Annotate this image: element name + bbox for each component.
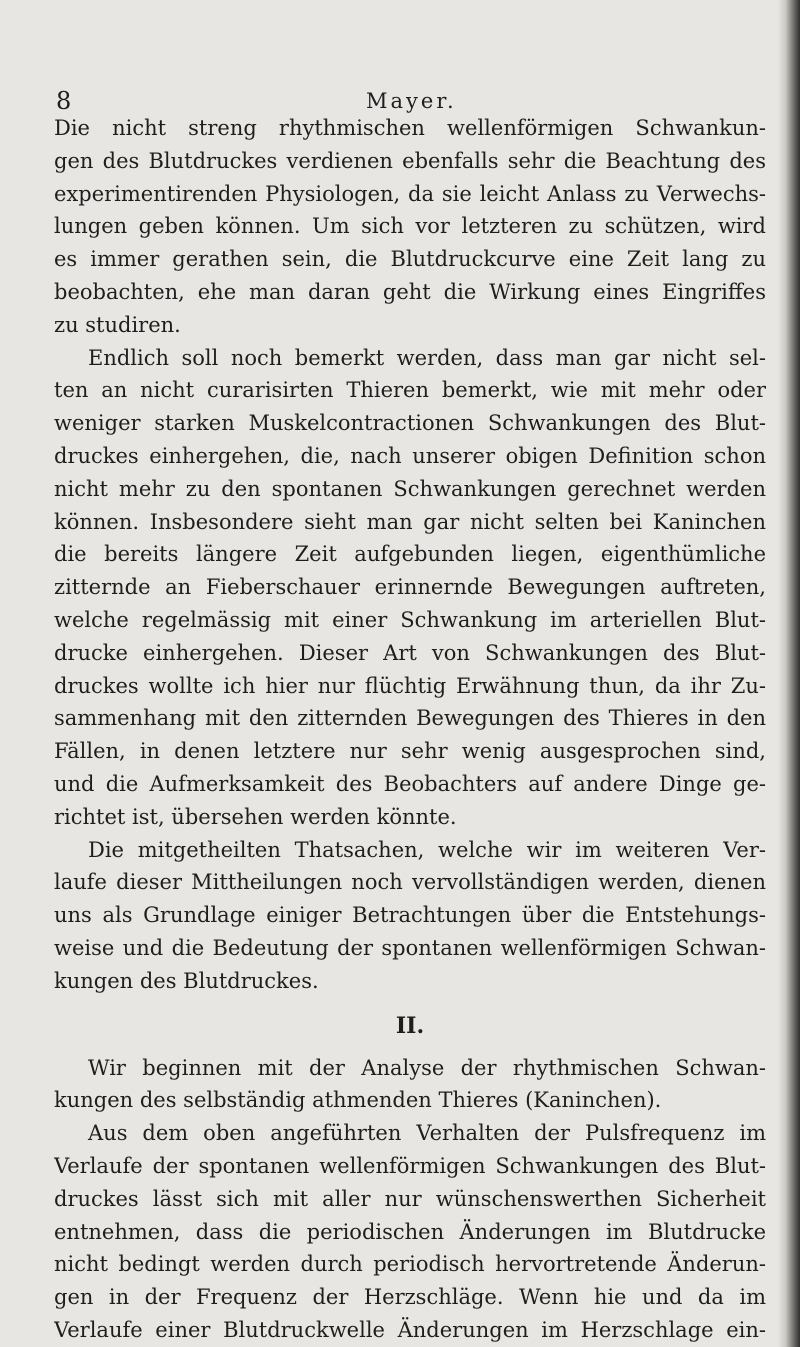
text-line: uns als Grundlage einiger Betrachtungen über die Entstehungs- bbox=[54, 903, 766, 928]
section-heading: II. bbox=[395, 1012, 425, 1039]
text-line: zu studiren. bbox=[54, 312, 181, 337]
text-line: drucke einhergehen. Dieser Art von Schwankungen des Blut- bbox=[54, 640, 766, 665]
text-line: laufe dieser Mittheilungen noch vervollständigen werden, dienen bbox=[54, 870, 766, 895]
text-line: Die nicht streng rhythmischen wellenförmigen Schwankun- bbox=[54, 116, 766, 140]
text-line: Verlaufe einer Blutdruckwelle Änderungen im Herzschlage ein- bbox=[54, 1317, 766, 1342]
text-line: gen des Blutdruckes verdienen ebenfalls sehr die Beachtung des bbox=[54, 148, 766, 173]
text-line: Wir beginnen mit der Analyse der rhythmischen Schwan- bbox=[88, 1055, 766, 1080]
text-line: beobachten, ehe man daran geht die Wirkung eines Eingriffes bbox=[54, 279, 766, 304]
text-line: kungen des selbständig athmenden Thieres (Kaninchen). bbox=[54, 1088, 662, 1113]
text-line: gen in der Frequenz der Herzschläge. Wenn hie und da im bbox=[54, 1285, 766, 1310]
text-line: richtet ist, übersehen werden könnte. bbox=[54, 804, 457, 829]
text-line: nicht mehr zu den spontanen Schwankungen gerechnet werden bbox=[54, 476, 766, 501]
text-line: welche regelmässig mit einer Schwankung im arteriellen Blut- bbox=[54, 607, 766, 632]
text-line: lungen geben können. Um sich vor letzteren zu schützen, wird bbox=[54, 214, 766, 239]
text-line: nicht bedingt werden durch periodisch hervortretende Änderun- bbox=[54, 1252, 766, 1277]
text-line: und die Aufmerksamkeit des Beobachters auf andere Dinge ge- bbox=[54, 771, 766, 796]
text-line: druckes einhergehen, die, nach unserer obigen Definition schon bbox=[54, 443, 766, 468]
text-line: kungen des Blutdruckes. bbox=[54, 968, 319, 993]
text-line: entnehmen, dass die periodischen Änderungen im Blutdrucke bbox=[54, 1219, 766, 1244]
text-line: die bereits längere Zeit aufgebunden liegen, eigenthümliche bbox=[54, 542, 766, 567]
text-line: Fällen, in denen letztere nur sehr wenig ausgesprochen sind, bbox=[54, 739, 766, 764]
text-line: Endlich soll noch bemerkt werden, dass man gar nicht sel- bbox=[88, 345, 766, 370]
text-line: es immer gerathen sein, die Blutdruckcurve eine Zeit lang zu bbox=[54, 247, 766, 272]
text-line: ten an nicht curarisirten Thieren bemerkt, wie mit mehr oder bbox=[54, 378, 766, 403]
text-line: Aus dem oben angeführten Verhalten der Pulsfrequenz im bbox=[88, 1121, 766, 1146]
text-line: können. Insbesondere sieht man gar nicht selten bei Kaninchen bbox=[54, 509, 766, 534]
book-spine-shadow bbox=[778, 0, 800, 1347]
text-line: weniger starken Muskelcontractionen Schwankungen des Blut- bbox=[54, 411, 766, 436]
text-line: druckes lässt sich mit aller nur wünschenswerthen Sicherheit bbox=[54, 1186, 766, 1211]
text-line: experimentirenden Physiologen, da sie leicht Anlass zu Verwechs- bbox=[54, 181, 766, 206]
running-head: Mayer. bbox=[366, 89, 457, 113]
text-line: weise und die Bedeutung der spontanen wellenförmigen Schwan- bbox=[54, 935, 766, 960]
text-line: zitternde an Fieberschauer erinnernde Bewegungen auftreten, bbox=[54, 575, 766, 600]
text-line: sammenhang mit den zitternden Bewegungen des Thieres in den bbox=[54, 706, 766, 731]
body-text bbox=[54, 112, 766, 1347]
text-line: Verlaufe der spontanen wellenförmigen Schwankungen des Blut- bbox=[54, 1153, 766, 1178]
text-line: druckes wollte ich hier nur flüchtig Erwähnung thun, da ihr Zu- bbox=[54, 673, 766, 698]
page-number: 8 bbox=[56, 87, 72, 115]
text-line: Die mitgetheilten Thatsachen, welche wir im weiteren Ver- bbox=[88, 837, 766, 862]
